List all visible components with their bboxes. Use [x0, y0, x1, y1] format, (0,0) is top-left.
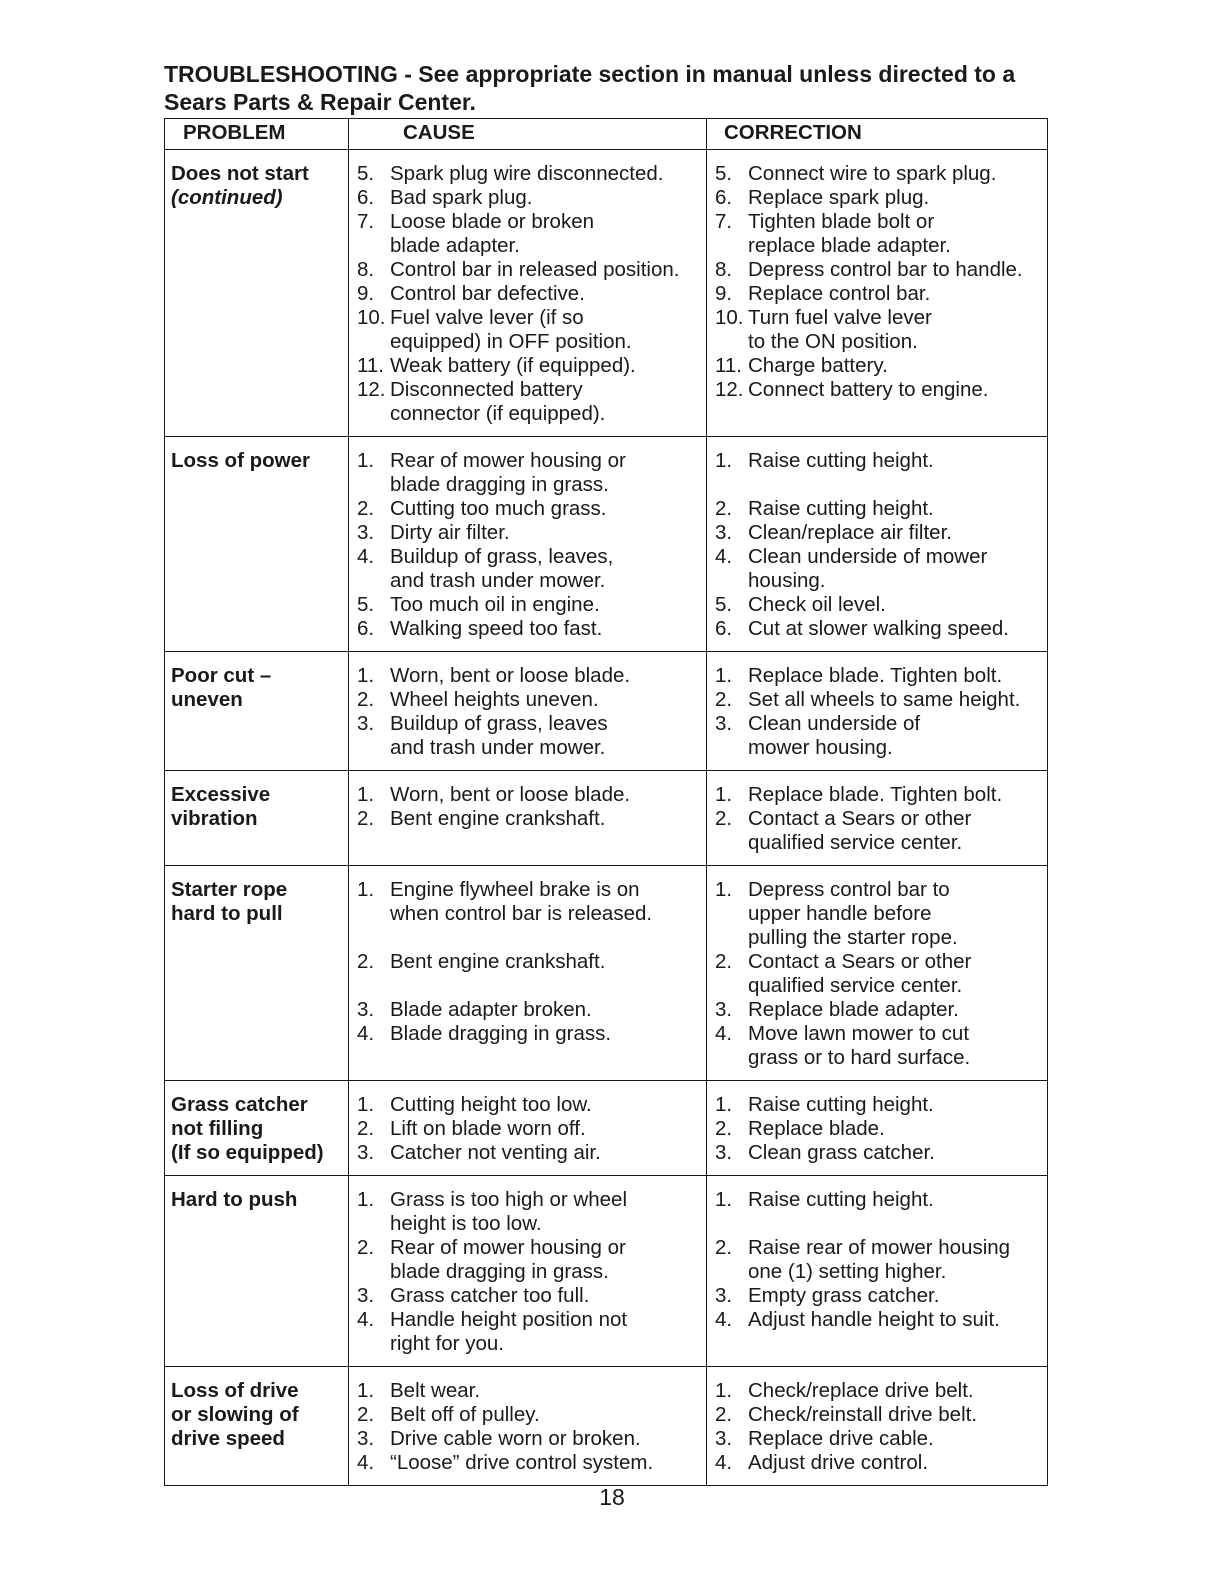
- correction-text: Depress control bar to handle.: [748, 258, 1023, 281]
- correction-text: Connect battery to engine.: [748, 378, 989, 401]
- correction-text: Replace drive cable.: [748, 1427, 934, 1450]
- correction-item: [715, 783, 1043, 807]
- cause-text: Control bar in released position.: [390, 258, 680, 281]
- correction-number: 4.: [715, 1022, 733, 1045]
- problem-label: Grass catcher not filling (If so equipped): [171, 1093, 324, 1164]
- correction-number: 1.: [715, 878, 733, 901]
- correction-item: [715, 1379, 1043, 1403]
- problem-cell: [165, 1176, 349, 1367]
- cause-text: Drive cable worn or broken.: [390, 1427, 641, 1450]
- problem-label: Hard to push: [171, 1188, 298, 1211]
- correction-number: 9.: [715, 282, 733, 305]
- correction-item: [715, 950, 1043, 998]
- cause-item: [357, 1451, 702, 1475]
- correction-number: 11.: [715, 354, 742, 377]
- cause-text: Belt off of pulley.: [390, 1403, 540, 1426]
- correction-text: Raise cutting height.: [748, 1093, 934, 1116]
- header-cause: CAUSE: [349, 119, 707, 150]
- problem-label: Starter rope hard to pull: [171, 878, 288, 925]
- correction-text: Contact a Sears or other qualified service center.: [748, 807, 972, 854]
- correction-item: [715, 1093, 1043, 1117]
- cause-text: Dirty air filter.: [390, 521, 510, 544]
- cause-number: 1.: [357, 664, 375, 687]
- table-row: [165, 771, 1048, 866]
- cause-cell: [349, 771, 707, 866]
- cause-number: 12.: [357, 378, 386, 401]
- cause-item: [357, 1236, 702, 1284]
- cause-item: [357, 521, 702, 545]
- cause-number: 10.: [357, 306, 386, 329]
- correction-number: 6.: [715, 617, 733, 640]
- correction-number: 6.: [715, 186, 733, 209]
- table-row: [165, 652, 1048, 771]
- correction-text: Replace spark plug.: [748, 186, 930, 209]
- correction-number: 3.: [715, 1141, 733, 1164]
- correction-text: Check oil level.: [748, 593, 886, 616]
- cause-text: Catcher not venting air.: [390, 1141, 601, 1164]
- cause-item: [357, 1093, 702, 1117]
- cause-item: [357, 306, 702, 354]
- correction-number: 1.: [715, 1093, 733, 1116]
- correction-number: 8.: [715, 258, 733, 281]
- cause-text: Blade dragging in grass.: [390, 1022, 612, 1045]
- cause-number: 4.: [357, 545, 375, 568]
- correction-text: Check/reinstall drive belt.: [748, 1403, 978, 1426]
- correction-text: Adjust handle height to suit.: [748, 1308, 1000, 1331]
- correction-number: 1.: [715, 664, 733, 687]
- table-row: [165, 1176, 1048, 1367]
- cause-text: Worn, bent or loose blade.: [390, 783, 631, 806]
- cause-number: 11.: [357, 354, 384, 377]
- correction-item: [715, 1236, 1043, 1284]
- correction-number: 1.: [715, 1188, 733, 1211]
- troubleshooting-table: [164, 118, 1048, 1486]
- problem-cell: [165, 437, 349, 652]
- cause-text: Handle height position not right for you.: [390, 1308, 628, 1355]
- correction-number: 10.: [715, 306, 744, 329]
- cause-text: Disconnected battery connector (if equipped).: [390, 378, 606, 425]
- header-problem: PROBLEM: [165, 119, 349, 150]
- correction-text: Turn fuel valve lever to the ON position.: [748, 306, 932, 353]
- correction-item: [715, 210, 1043, 258]
- correction-item: [715, 1403, 1043, 1427]
- cause-text: Loose blade or broken blade adapter.: [390, 210, 595, 257]
- correction-text: Connect wire to spark plug.: [748, 162, 997, 185]
- correction-number: 3.: [715, 1284, 733, 1307]
- cause-number: 2.: [357, 497, 375, 520]
- correction-number: 2.: [715, 950, 733, 973]
- correction-item: [715, 712, 1043, 760]
- cause-text: Bent engine crankshaft.: [390, 807, 606, 830]
- correction-text: Raise cutting height.: [748, 1188, 934, 1211]
- problem-cell: [165, 652, 349, 771]
- correction-text: Check/replace drive belt.: [748, 1379, 974, 1402]
- correction-text: Tighten blade bolt or replace blade adapter.: [748, 210, 951, 257]
- correction-number: 3.: [715, 521, 733, 544]
- problem-label: Does not start: [171, 162, 309, 185]
- cause-item: [357, 617, 702, 641]
- correction-number: 1.: [715, 1379, 733, 1402]
- cause-item: [357, 950, 702, 974]
- correction-item: [715, 1188, 1043, 1212]
- cause-number: 2.: [357, 688, 375, 711]
- problem-note: (continued): [171, 186, 283, 209]
- cause-text: Rear of mower housing or blade dragging in grass.: [390, 1236, 626, 1283]
- cause-text: Grass is too high or wheel height is too low.: [390, 1188, 628, 1235]
- cause-text: Lift on blade worn off.: [390, 1117, 586, 1140]
- problem-label: Loss of power: [171, 449, 310, 472]
- correction-text: Depress control bar to upper handle before pulling the starter rope.: [748, 878, 958, 949]
- cause-number: 4.: [357, 1451, 375, 1474]
- cause-item: [357, 664, 702, 688]
- correction-text: Replace blade adapter.: [748, 998, 959, 1021]
- correction-text: Adjust drive control.: [748, 1451, 929, 1474]
- cause-item: [357, 807, 702, 831]
- correction-number: 1.: [715, 783, 733, 806]
- correction-number: 2.: [715, 688, 733, 711]
- table-row: [165, 150, 1048, 437]
- correction-item: [715, 162, 1043, 186]
- cause-number: 6.: [357, 617, 375, 640]
- correction-item: [715, 497, 1043, 521]
- cause-cell: [349, 150, 707, 437]
- correction-cell: [707, 437, 1048, 652]
- cause-cell: [349, 1081, 707, 1176]
- cause-item: [357, 1379, 702, 1403]
- cause-text: Fuel valve lever (if so equipped) in OFF position.: [390, 306, 632, 353]
- table-row: [165, 1367, 1048, 1486]
- correction-item: [715, 688, 1043, 712]
- correction-text: Cut at slower walking speed.: [748, 617, 1009, 640]
- correction-item: [715, 1141, 1043, 1165]
- correction-item: [715, 354, 1043, 378]
- cause-number: 3.: [357, 712, 375, 735]
- cause-cell: [349, 437, 707, 652]
- cause-item: [357, 186, 702, 210]
- table-header-row: [165, 119, 1048, 150]
- correction-number: 3.: [715, 998, 733, 1021]
- correction-item: [715, 378, 1043, 402]
- cause-item: [357, 1188, 702, 1236]
- problem-cell: [165, 150, 349, 437]
- correction-number: 7.: [715, 210, 733, 233]
- cause-number: 8.: [357, 258, 375, 281]
- correction-text: Clean underside of mower housing.: [748, 712, 921, 759]
- cause-item: [357, 1117, 702, 1141]
- cause-item: [357, 162, 702, 186]
- correction-text: Clean underside of mower housing.: [748, 545, 988, 592]
- correction-item: [715, 1284, 1043, 1308]
- cause-text: Cutting height too low.: [390, 1093, 592, 1116]
- correction-item: [715, 545, 1043, 593]
- correction-number: 12.: [715, 378, 744, 401]
- cause-item: [357, 998, 702, 1022]
- correction-text: Raise cutting height.: [748, 497, 934, 520]
- spacer: [715, 1212, 1043, 1236]
- cause-text: Bent engine crankshaft.: [390, 950, 606, 973]
- correction-number: 2.: [715, 497, 733, 520]
- problem-cell: [165, 1081, 349, 1176]
- spacer: [357, 926, 702, 950]
- cause-number: 9.: [357, 282, 375, 305]
- cause-text: Wheel heights uneven.: [390, 688, 599, 711]
- cause-text: Weak battery (if equipped).: [390, 354, 636, 377]
- cause-cell: [349, 652, 707, 771]
- cause-number: 1.: [357, 1188, 375, 1211]
- correction-text: Set all wheels to same height.: [748, 688, 1021, 711]
- cause-text: Too much oil in engine.: [390, 593, 600, 616]
- cause-text: Blade adapter broken.: [390, 998, 592, 1021]
- correction-text: Raise rear of mower housing one (1) setting higher.: [748, 1236, 1011, 1283]
- cause-number: 2.: [357, 1403, 375, 1426]
- correction-cell: [707, 1367, 1048, 1486]
- cause-text: Worn, bent or loose blade.: [390, 664, 631, 687]
- correction-cell: [707, 652, 1048, 771]
- correction-item: [715, 282, 1043, 306]
- cause-item: [357, 878, 702, 926]
- cause-item: [357, 497, 702, 521]
- cause-text: Grass catcher too full.: [390, 1284, 590, 1307]
- cause-item: [357, 1284, 702, 1308]
- cause-number: 1.: [357, 878, 375, 901]
- correction-text: Empty grass catcher.: [748, 1284, 940, 1307]
- page-number: 18: [599, 1484, 625, 1510]
- correction-item: [715, 664, 1043, 688]
- cause-number: 1.: [357, 783, 375, 806]
- correction-text: Raise cutting height.: [748, 449, 934, 472]
- cause-text: Bad spark plug.: [390, 186, 533, 209]
- correction-item: [715, 807, 1043, 855]
- cause-item: [357, 378, 702, 426]
- correction-item: [715, 306, 1043, 354]
- spacer: [357, 974, 702, 998]
- correction-number: 4.: [715, 545, 733, 568]
- cause-number: 1.: [357, 449, 375, 472]
- cause-item: [357, 282, 702, 306]
- correction-number: 3.: [715, 712, 733, 735]
- correction-number: 3.: [715, 1427, 733, 1450]
- correction-text: Replace blade.: [748, 1117, 885, 1140]
- cause-item: [357, 258, 702, 282]
- cause-number: 2.: [357, 1117, 375, 1140]
- page-title: TROUBLESHOOTING - See appropriate section in manual unless directed to a Sears Parts & Repair Center.: [164, 61, 1016, 115]
- correction-item: [715, 878, 1043, 950]
- correction-number: 2.: [715, 1403, 733, 1426]
- cause-item: [357, 1308, 702, 1356]
- cause-cell: [349, 1176, 707, 1367]
- cause-text: Cutting too much grass.: [390, 497, 607, 520]
- cause-text: Spark plug wire disconnected.: [390, 162, 664, 185]
- correction-item: [715, 521, 1043, 545]
- cause-item: [357, 210, 702, 258]
- correction-item: [715, 186, 1043, 210]
- correction-item: [715, 449, 1043, 473]
- cause-number: 3.: [357, 1427, 375, 1450]
- correction-item: [715, 1117, 1043, 1141]
- cause-number: 5.: [357, 593, 375, 616]
- correction-number: 4.: [715, 1308, 733, 1331]
- cause-number: 1.: [357, 1379, 375, 1402]
- correction-item: [715, 258, 1043, 282]
- table-body: [165, 150, 1048, 1486]
- cause-number: 5.: [357, 162, 375, 185]
- table-row: [165, 1081, 1048, 1176]
- cause-number: 2.: [357, 807, 375, 830]
- cause-item: [357, 1141, 702, 1165]
- cause-number: 1.: [357, 1093, 375, 1116]
- problem-label: Loss of drive or slowing of drive speed: [171, 1379, 299, 1450]
- cause-item: [357, 354, 702, 378]
- correction-number: 2.: [715, 807, 733, 830]
- correction-number: 2.: [715, 1236, 733, 1259]
- correction-number: 1.: [715, 449, 733, 472]
- cause-number: 3.: [357, 1141, 375, 1164]
- cause-item: [357, 593, 702, 617]
- correction-item: [715, 617, 1043, 641]
- table-row: [165, 866, 1048, 1081]
- correction-text: Clean grass catcher.: [748, 1141, 935, 1164]
- correction-cell: [707, 1176, 1048, 1367]
- correction-item: [715, 998, 1043, 1022]
- cause-number: 3.: [357, 998, 375, 1021]
- cause-text: Belt wear.: [390, 1379, 481, 1402]
- spacer: [715, 473, 1043, 497]
- cause-text: Walking speed too fast.: [390, 617, 603, 640]
- table-row: [165, 437, 1048, 652]
- cause-text: “Loose” drive control system.: [390, 1451, 654, 1474]
- cause-item: [357, 449, 702, 497]
- cause-cell: [349, 866, 707, 1081]
- problem-label: Poor cut – uneven: [171, 664, 272, 711]
- cause-number: 6.: [357, 186, 375, 209]
- problem-label: Excessive vibration: [171, 783, 271, 830]
- cause-text: Buildup of grass, leaves and trash under mower.: [390, 712, 608, 759]
- correction-cell: [707, 1081, 1048, 1176]
- correction-text: Replace control bar.: [748, 282, 931, 305]
- correction-text: Clean/replace air filter.: [748, 521, 952, 544]
- cause-cell: [349, 1367, 707, 1486]
- correction-text: Contact a Sears or other qualified service center.: [748, 950, 972, 997]
- cause-text: Buildup of grass, leaves, and trash under mower.: [390, 545, 614, 592]
- cause-number: 3.: [357, 1284, 375, 1307]
- cause-text: Control bar defective.: [390, 282, 585, 305]
- cause-item: [357, 1403, 702, 1427]
- cause-number: 2.: [357, 1236, 375, 1259]
- cause-number: 7.: [357, 210, 375, 233]
- cause-number: 3.: [357, 521, 375, 544]
- problem-cell: [165, 1367, 349, 1486]
- correction-number: 5.: [715, 162, 733, 185]
- correction-item: [715, 1451, 1043, 1475]
- cause-text: Rear of mower housing or blade dragging in grass.: [390, 449, 626, 496]
- correction-number: 2.: [715, 1117, 733, 1140]
- correction-text: Replace blade. Tighten bolt.: [748, 664, 1003, 687]
- cause-number: 2.: [357, 950, 375, 973]
- correction-item: [715, 1308, 1043, 1332]
- correction-item: [715, 1022, 1043, 1070]
- header-correction: CORRECTION: [707, 119, 1048, 150]
- correction-text: Replace blade. Tighten bolt.: [748, 783, 1003, 806]
- problem-cell: [165, 771, 349, 866]
- cause-item: [357, 712, 702, 760]
- correction-text: Charge battery.: [748, 354, 888, 377]
- correction-item: [715, 1427, 1043, 1451]
- cause-item: [357, 1022, 702, 1046]
- correction-number: 4.: [715, 1451, 733, 1474]
- cause-item: [357, 1427, 702, 1451]
- correction-text: Move lawn mower to cut grass or to hard surface.: [748, 1022, 971, 1069]
- cause-text: Engine flywheel brake is on when control bar is released.: [390, 878, 653, 925]
- cause-item: [357, 688, 702, 712]
- correction-item: [715, 593, 1043, 617]
- correction-number: 5.: [715, 593, 733, 616]
- cause-number: 4.: [357, 1022, 375, 1045]
- correction-cell: [707, 866, 1048, 1081]
- cause-item: [357, 783, 702, 807]
- cause-item: [357, 545, 702, 593]
- correction-cell: [707, 150, 1048, 437]
- cause-number: 4.: [357, 1308, 375, 1331]
- correction-cell: [707, 771, 1048, 866]
- problem-cell: [165, 866, 349, 1081]
